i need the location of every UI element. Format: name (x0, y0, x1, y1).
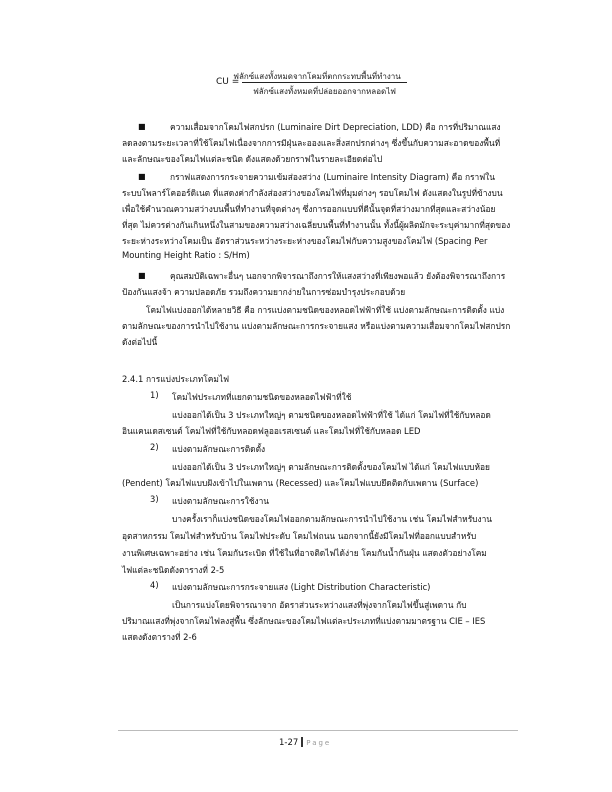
page-label: Page (306, 739, 332, 747)
bullet-2-line-5: ระยะห่างระหว่างโคมเป็น อัตราส่วนระหว่างระยะห่างของโคมไฟกับความสูงของโคมไฟ (Spacing Per (122, 236, 488, 246)
bullet-2-line-2: ระบบโพลาร์โคออร์ดิเนต ที่แสดงค่ากำลังส่องสว่างของโคมไฟที่มุมต่างๆ รอบโคมไฟ ดังแสดงในรูปที่ข้างบน (122, 188, 503, 198)
item-2-title: แบ่งตามลักษณะการติดตั้ง (172, 444, 266, 454)
bullet-1-line-3: และลักษณะของโคมไฟแต่ละชนิด ดังแสดงด้วยกราฟในรายละเอียดต่อไป (122, 154, 383, 164)
intro-line-3: ดังต่อไปนี้ (122, 337, 158, 347)
bullet-marker: ■ (138, 271, 146, 280)
item-3-line-4: ไฟแต่ละชนิดดังตารางที่ 2-5 (122, 565, 225, 575)
section-heading: 2.4.1 การแบ่งประเภทโคมไฟ (122, 374, 230, 384)
item-number: 1) (150, 390, 159, 400)
formula-fraction-bar (242, 82, 407, 83)
item-4-line-3: แสดงดังตารางที่ 2-6 (122, 632, 197, 642)
bullet-3-line-1: คุณสมบัติเฉพาะอื่นๆ นอกจากพิจารณาถึงการให้แสงสว่างที่เพียงพอแล้ว ยังต้องพิจารณาถึงการ (170, 271, 506, 281)
item-2-line-1: แบ่งออกได้เป็น 3 ประเภทใหญ่ๆ ตามลักษณะการติดตั้งของโคมไฟ ได้แก่ โคมไฟแบบห้อย (172, 462, 490, 472)
item-3-line-2: อุตสาหกรรม โคมไฟสำหรับบ้าน โคมไฟประดับ โคมไฟถนน นอกจากนี้ยังมีโคมไฟที่ออกแบบสำหรับ (122, 531, 477, 541)
bullet-marker: ■ (138, 122, 146, 131)
item-number: 2) (150, 442, 159, 452)
item-4-line-2: ปริมาณแสงที่พุ่งจากโคมไฟลงสู่พื้น ซึ่งลักษณะของโคมไฟแต่ละประเภทที่แบ่งตามมาตรฐาน CIE – IES (122, 616, 486, 626)
page-number: 1-27 (279, 738, 299, 748)
bullet-2-line-6: Mounting Height Ratio : S/Hm) (122, 250, 250, 260)
item-3-title: แบ่งตามลักษณะการใช้งาน (172, 496, 270, 506)
item-number: 4) (150, 580, 159, 590)
item-number: 3) (150, 494, 159, 504)
page-footer (279, 737, 331, 748)
bullet-1-line-1: ความเสื่อมจากโคมไฟสกปรก (Luminaire Dirt Depreciation, LDD) คือ การที่ปริมาณแสง (170, 122, 501, 132)
bullet-1-line-2: ลดลงตามระยะเวลาที่ใช้โคมไฟเนื่องจากการมีฝุ่นละอองและสิ่งสกปรกต่างๆ ซึ่งขึ้นกับความสะอาดของพื้นที่ (122, 138, 501, 148)
bullet-2-line-1: กราฟแสดงการกระจายความเข้มส่องสว่าง (Luminaire Intensity Diagram) คือ กราฟใน (170, 172, 495, 182)
item-3-line-1: บางครั้งเราก็แบ่งชนิดของโคมไฟออกตามลักษณะการนำไปใช้งาน เช่น โคมไฟสำหรับงาน (172, 514, 493, 524)
item-4-line-1: เป็นการแบ่งโดยพิจารณาจาก อัตราส่วนระหว่างแสงที่พุ่งจากโคมไฟขึ้นสู่เพดาน กับ (172, 600, 467, 610)
intro-line-2: ตามลักษณะของการนำไปใช้งาน แบ่งตามลักษณะการกระจายแสง หรือแบ่งตามความเสื่อมจากโคมไฟสกปรก (122, 321, 511, 331)
bullet-3-line-2: ป้องกันแสงจ้า ความปลอดภัย รวมถึงความยากง่ายในการซ่อมบำรุงประกอบด้วย (122, 287, 406, 297)
formula-lhs: CU = (216, 77, 240, 87)
footer-divider (118, 730, 518, 731)
formula-numerator: ฟลักซ์แสงทั้งหมดจากโคมที่ตกกระทบพื้นที่ทำงาน (233, 72, 401, 81)
item-1-line-1: แบ่งออกได้เป็น 3 ประเภทใหญ่ๆ ตามชนิดของหลอดไฟฟ้าที่ใช้ ได้แก่ โคมไฟที่ใช้กับหลอด (172, 410, 491, 420)
item-4-title: แบ่งตามลักษณะการกระจายแสง (Light Distribution Characteristic) (172, 582, 431, 592)
bullet-2-line-4: ที่สุด ไม่ควรต่างกันเกินหนึ่งในสามของความสว่างเฉลี่ยบนพื้นที่ทำงานนั้น ทั้งนี้ผู้ผลิตมักจะระบุค่ามากที่สุดของ (122, 220, 511, 230)
bullet-2-line-3: เพื่อใช้คำนวณความสว่างบนพื้นที่ทำงานที่จุดต่างๆ ซึ่งการออกแบบที่ดีนั้นจุดที่สว่างมากที่สุดและสว่างน้อย (122, 204, 496, 214)
bullet-marker: ■ (138, 172, 146, 181)
formula-denominator: ฟลักซ์แสงทั้งหมดที่ปล่อยออกจากหลอดไฟ (253, 87, 396, 96)
footer-separator (301, 737, 303, 747)
item-2-line-2: (Pendent) โคมไฟแบบฝังเข้าไปในเพดาน (Recessed) และโคมไฟแบบยึดติดกับเพดาน (Surface) (122, 478, 479, 488)
item-1-title: โคมไฟประเภทที่แยกตามชนิดของหลอดไฟฟ้าที่ใช้ (172, 392, 352, 402)
item-1-line-2: อินแคนเดสเซนต์ โคมไฟที่ใช้กับหลอดฟลูออเรสเซนต์ และโคมไฟที่ใช้กับหลอด LED (122, 426, 421, 436)
intro-line-1: โคมไฟแบ่งออกได้หลายวิธี คือ การแบ่งตามชนิดของหลอดไฟฟ้าที่ใช้ แบ่งตามลักษณะการติดตั้ง แบ่ง (146, 305, 505, 315)
item-3-line-3: งานพิเศษเฉพาะอย่าง เช่น โคมกันระเบิด ที่ใช้ในที่อาจติดไฟได้ง่าย โคมกันน้ำกันฝุ่น แสดงตัวอย่างโคม (122, 548, 487, 558)
